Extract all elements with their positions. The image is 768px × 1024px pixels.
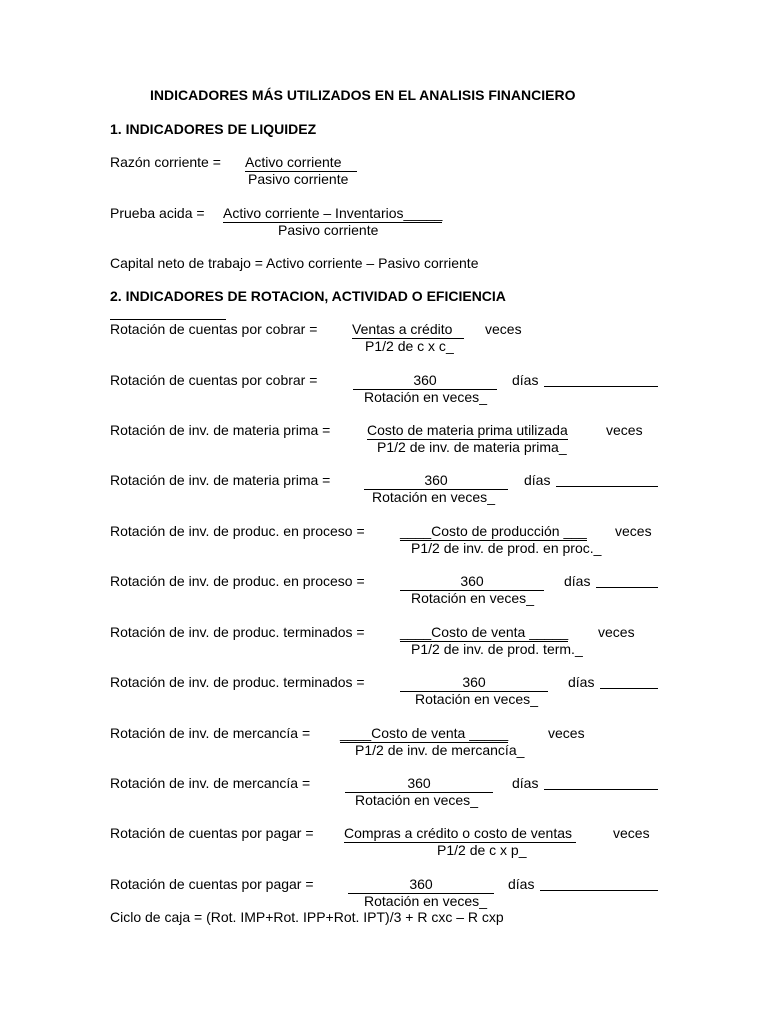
pp-dias-blank (596, 574, 658, 588)
section-1-heading: 1. INDICADORES DE LIQUIDEZ (110, 121, 317, 137)
mp-veces-label: Rotación de inv. de materia prima = (110, 422, 331, 438)
cxc-veces-label: Rotación de cuentas por cobrar = (110, 321, 318, 337)
pp-dias-denominator: Rotación en veces_ (411, 590, 534, 606)
section-2-heading: 2. INDICADORES DE ROTACION, ACTIVIDAD O EFICIENCIA (110, 288, 506, 304)
pp-veces-unit: veces (615, 523, 652, 539)
pp-veces-denominator: P1/2 de inv. de prod. en proc._ (411, 540, 602, 556)
me-dias-blank (544, 776, 658, 790)
pp-dias-label: Rotación de inv. de produc. en proceso = (110, 573, 365, 589)
pp-veces-numerator: ____Costo de producción ___ (400, 523, 587, 539)
cxp-veces-denominator: P1/2 de c x p_ (437, 842, 527, 858)
section-2-rule (110, 319, 226, 320)
prueba-acida-label: Prueba acida = (110, 205, 205, 221)
capital-neto-formula: Capital neto de trabajo = Activo corriente – Pasivo corriente (110, 255, 479, 271)
pt-veces-unit: veces (598, 624, 635, 640)
mp-dias-denominator: Rotación en veces_ (372, 489, 495, 505)
cxp-veces-unit: veces (613, 825, 650, 841)
cxp-dias-unit: días (508, 876, 535, 892)
cxp-veces-numerator: Compras a crédito o costo de ventas (344, 825, 576, 843)
pt-veces-numerator: ____Costo de venta _____ (400, 624, 569, 640)
cxp-dias-denominator: Rotación en veces_ (364, 893, 487, 909)
mp-veces-numerator: Costo de materia prima utilizada (367, 422, 568, 438)
pt-dias-label: Rotación de inv. de produc. terminados = (110, 674, 365, 690)
pt-veces-denominator: P1/2 de inv. de prod. term._ (411, 641, 583, 657)
cxc-veces-numerator: Ventas a crédito (352, 321, 464, 339)
ciclo-de-caja-formula: Ciclo de caja = (Rot. IMP+Rot. IPP+Rot. IPT)/3 + R cxc – R cxp (110, 909, 504, 925)
razon-corriente-label: Razón corriente = (110, 154, 221, 170)
cxc-veces-unit: veces (485, 321, 522, 337)
mp-veces-unit: veces (606, 422, 643, 438)
cxc-dias-numerator: 360 (353, 372, 497, 390)
mp-dias-label: Rotación de inv. de materia prima = (110, 472, 331, 488)
me-veces-numerator: ____Costo de venta _____ (340, 725, 509, 741)
me-veces-label: Rotación de inv. de mercancía = (110, 725, 311, 741)
cxc-dias-label: Rotación de cuentas por cobrar = (110, 372, 318, 388)
me-dias-numerator: 360 (345, 775, 493, 793)
me-veces-denominator: P1/2 de inv. de mercancía_ (355, 742, 525, 758)
mp-dias-unit: días (524, 472, 551, 488)
pt-dias-denominator: Rotación en veces_ (415, 691, 538, 707)
me-dias-unit: días (512, 775, 539, 791)
cxp-dias-numerator: 360 (348, 876, 494, 894)
document-title: INDICADORES MÁS UTILIZADOS EN EL ANALISIS FINANCIERO (150, 87, 576, 103)
me-dias-denominator: Rotación en veces_ (355, 792, 478, 808)
mp-dias-blank (556, 473, 658, 487)
prueba-acida-denominator: Pasivo corriente (278, 222, 379, 238)
razon-corriente-numerator: Activo corriente (245, 154, 357, 172)
pt-dias-blank (600, 675, 658, 689)
pt-dias-numerator: 360 (400, 674, 548, 692)
cxc-veces-denominator: P1/2 de c x c_ (365, 338, 454, 354)
cxc-dias-unit: días (512, 372, 539, 388)
pp-dias-unit: días (564, 573, 591, 589)
razon-corriente-denominator: Pasivo corriente (248, 171, 349, 187)
mp-veces-denominator: P1/2 de inv. de materia prima_ (377, 439, 567, 455)
pt-dias-unit: días (568, 674, 595, 690)
pp-veces-label: Rotación de inv. de produc. en proceso = (110, 523, 365, 539)
cxc-dias-denominator: Rotación en veces_ (364, 389, 487, 405)
me-dias-label: Rotación de inv. de mercancía = (110, 775, 311, 791)
cxp-dias-blank (540, 877, 658, 891)
cxc-dias-blank (544, 373, 658, 387)
cxp-dias-label: Rotación de cuentas por pagar = (110, 876, 314, 892)
prueba-acida-numerator: Activo corriente – Inventarios_____ (223, 205, 443, 221)
pt-veces-label: Rotación de inv. de produc. terminados = (110, 624, 365, 640)
me-veces-unit: veces (548, 725, 585, 741)
mp-dias-numerator: 360 (364, 472, 508, 490)
cxp-veces-label: Rotación de cuentas por pagar = (110, 825, 314, 841)
pp-dias-numerator: 360 (400, 573, 544, 591)
